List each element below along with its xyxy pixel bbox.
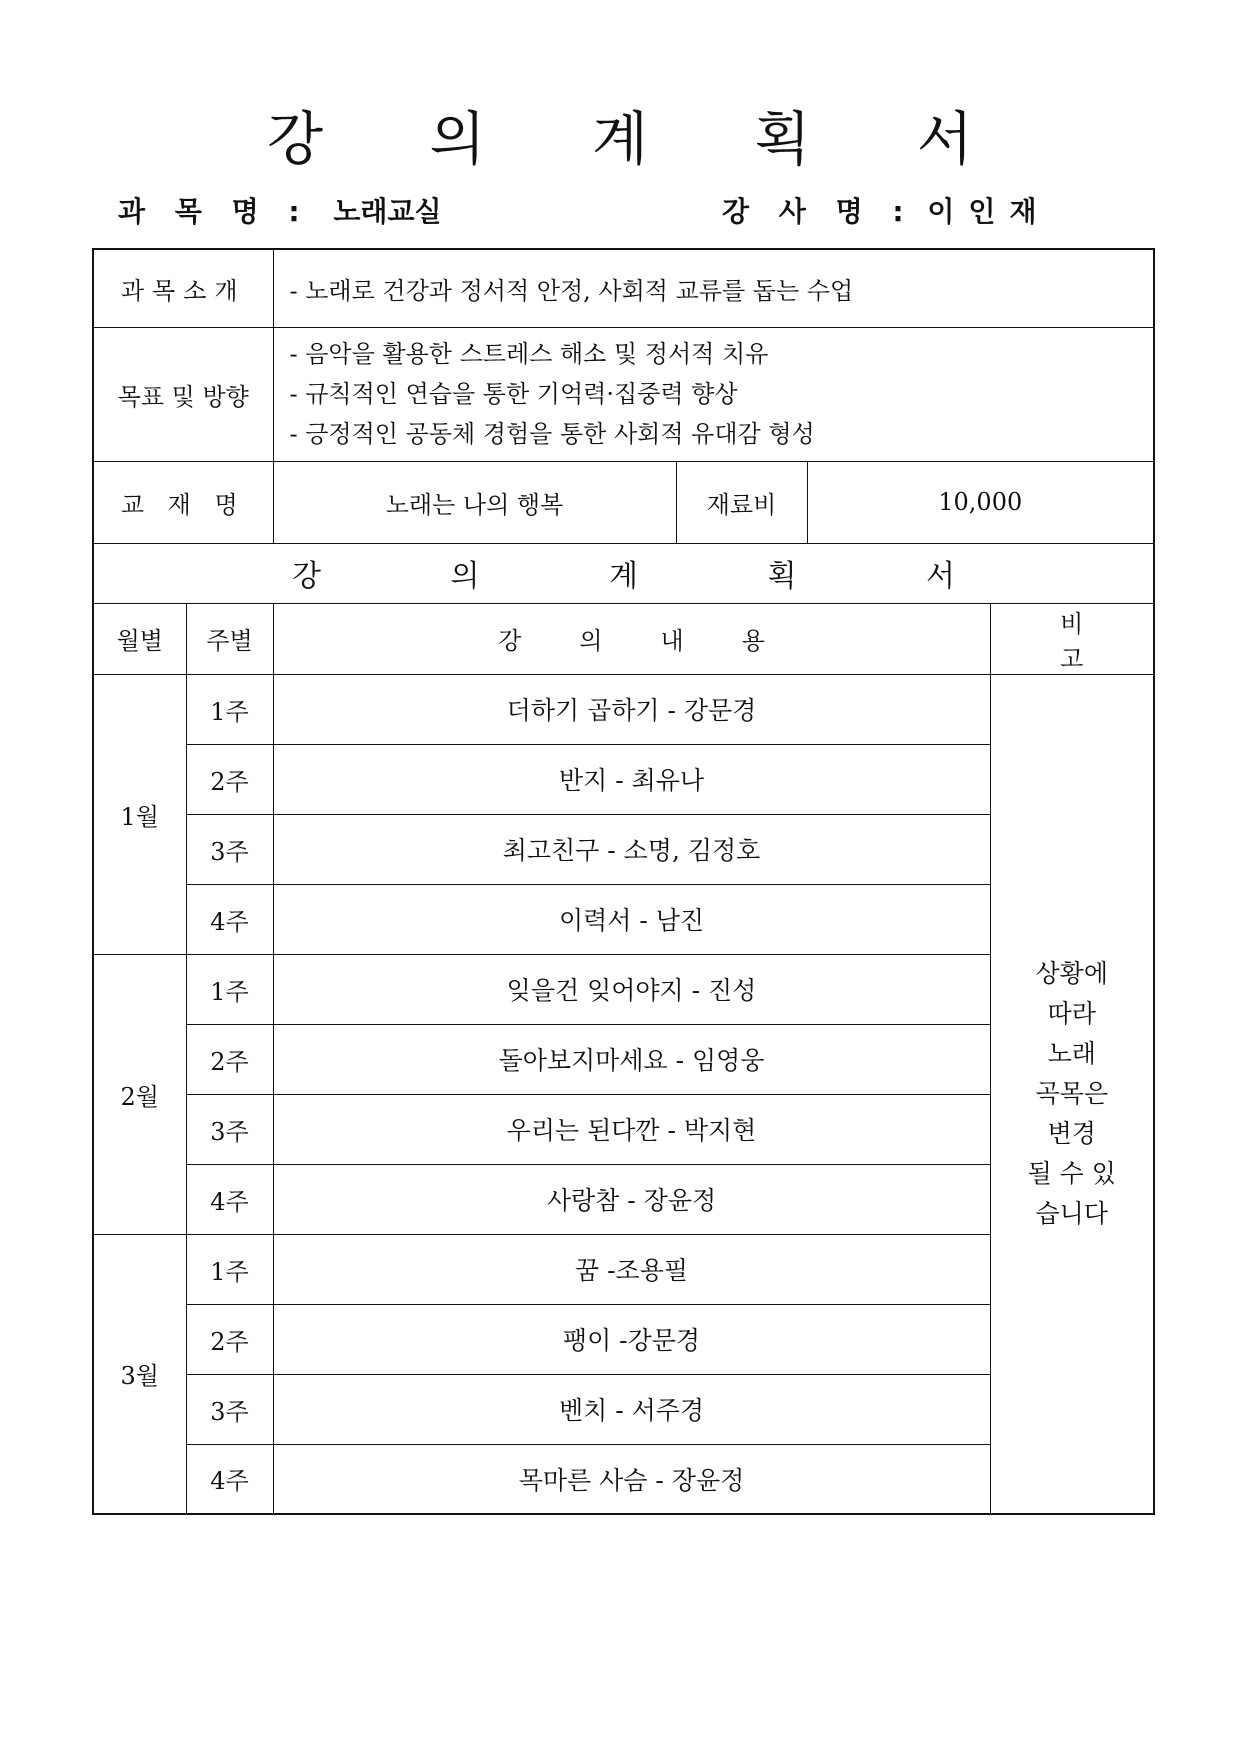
song-cell: 잊을건 잊어야지 - 진성 [273,954,990,1024]
intro-label: 과목소개 [93,249,273,327]
goal-item: - 음악을 활용한 스트레스 해소 및 정서적 치유 [289,340,769,368]
song-cell: 꿈 -조용필 [273,1234,990,1304]
goal-row [93,327,1154,461]
song-cell: 우리는 된다깐 - 박지현 [273,1094,990,1164]
song-cell: 목마른 사슴 - 장윤정 [273,1444,990,1514]
month-header: 월별 [93,603,186,674]
week-cell: 4주 [186,1444,273,1514]
week-cell: 2주 [186,1024,273,1094]
goal-item: - 규칙적인 연습을 통한 기억력·집중력 향상 [289,380,738,408]
week-cell: 4주 [186,1164,273,1234]
week-cell: 1주 [186,674,273,744]
song-cell: 최고친구 - 소명, 김정호 [273,814,990,884]
remark-line: 곡목은 [1035,1078,1108,1108]
teacher-line [722,192,1051,232]
textbook-row [93,461,1154,543]
song-cell: 사랑참 - 장윤정 [273,1164,990,1234]
song-cell: 팽이 -강문경 [273,1304,990,1374]
month-cell: 1월 [93,674,186,954]
table-row [93,674,1154,744]
week-cell: 3주 [186,1374,273,1444]
teacher-value: 이인재 [927,195,1051,228]
song-cell: 돌아보지마세요 - 임영웅 [273,1024,990,1094]
textbook-label: 교 재 명 [93,461,273,543]
week-header: 주별 [186,603,273,674]
song-cell: 반지 - 최유나 [273,744,990,814]
song-cell: 더하기 곱하기 - 강문경 [273,674,990,744]
goal-list [273,327,1154,461]
week-cell: 3주 [186,1094,273,1164]
remark-line: 상황에 [1035,958,1108,988]
lecture-plan-table [92,248,1155,1515]
remark-line: 될 수 있 [1027,1158,1116,1188]
month-cell: 2월 [93,954,186,1234]
material-value: 10,000 [807,461,1154,543]
document-title: 강 의 계 획 서 [267,105,1017,173]
month-cell: 3월 [93,1234,186,1514]
plan-section-title: 강 의 계 획 서 [93,543,1154,603]
goal-item: - 긍정적인 공동체 경험을 통한 사회적 유대감 형성 [289,420,815,448]
remark-line: 변경 [1047,1118,1096,1148]
plan-section-row [93,543,1154,603]
textbook-value: 노래는 나의 행복 [273,461,676,543]
remark-line: 습니다 [1035,1198,1108,1228]
remark-cell [990,674,1154,1514]
content-header: 강의내용 [273,603,990,674]
week-cell: 1주 [186,954,273,1024]
week-cell: 2주 [186,744,273,814]
goal-label: 목표 및 방향 [93,327,273,461]
week-cell: 4주 [186,884,273,954]
intro-text: - 노래로 건강과 정서적 안정, 사회적 교류를 돕는 수업 [273,249,1154,327]
subject-value: 노래교실 [333,195,442,228]
week-cell: 3주 [186,814,273,884]
remark-line: 노래 [1047,1038,1096,1068]
song-cell: 이력서 - 남진 [273,884,990,954]
intro-row [93,249,1154,327]
week-cell: 1주 [186,1234,273,1304]
subject-line [118,192,442,232]
week-cell: 2주 [186,1304,273,1374]
material-label: 재료비 [676,461,807,543]
teacher-label: 강 사 명 : [722,195,914,228]
song-cell: 벤치 - 서주경 [273,1374,990,1444]
subject-label: 과 목 명 : [118,195,310,228]
remark-line: 따라 [1047,998,1096,1028]
remark-header: 비 고 [990,603,1154,674]
plan-header-row [93,603,1154,674]
